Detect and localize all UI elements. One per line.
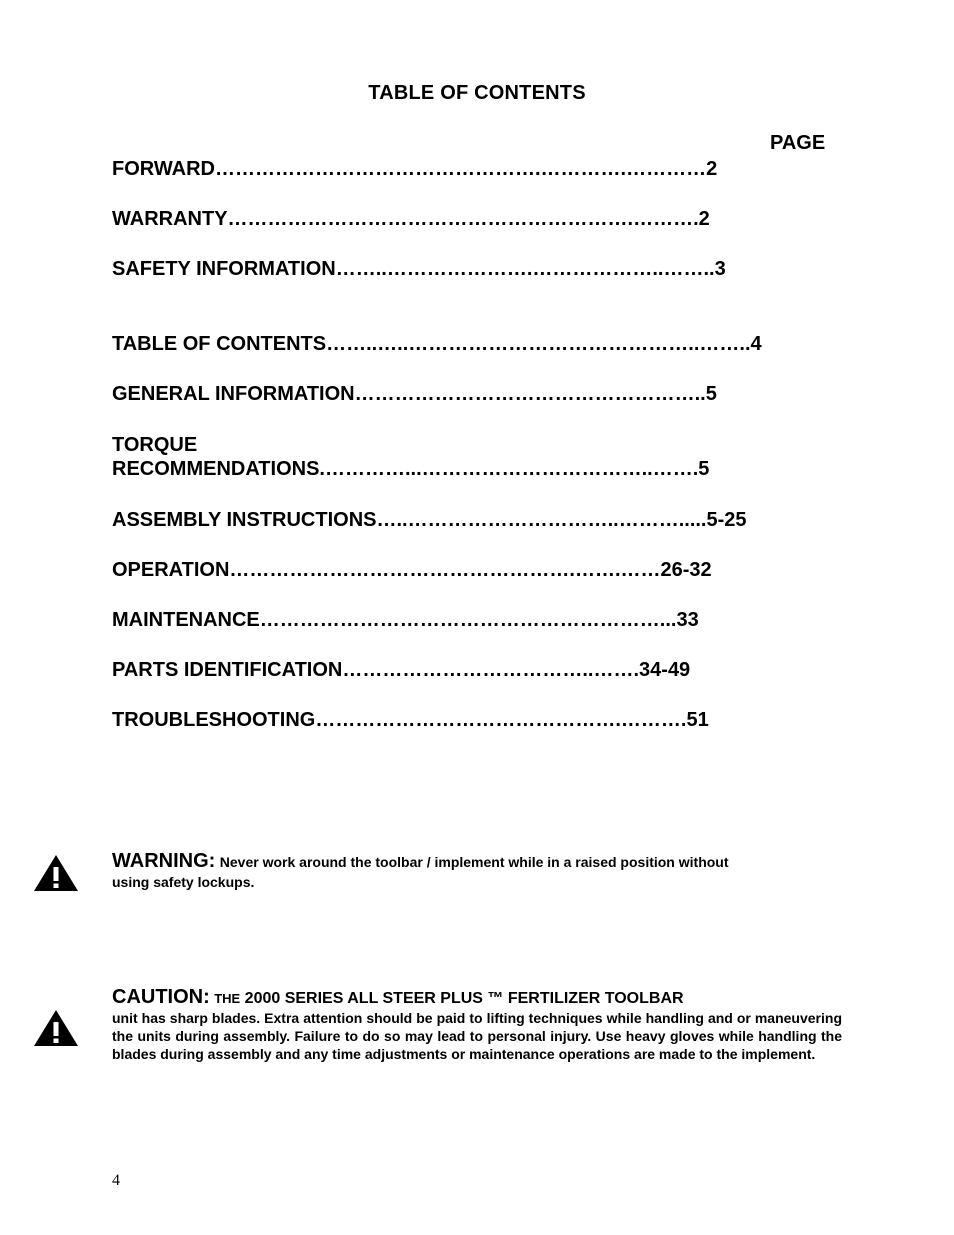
caution-body-text: unit has sharp blades. Extra attention should be paid to lifting techniques while handling and or maneuvering the units during assembly. Failure to do so may lead to personal injury. Use heavy gloves while handling the blades during assembly and any time adjustments or maintenance operations are made to the implement. <box>112 1010 842 1062</box>
caution-triangle-icon <box>32 1008 80 1048</box>
toc-entry-operation: OPERATION…………………………………………….…….……26-32 <box>112 559 712 581</box>
caution-heading: 2000 SERIES ALL STEER PLUS ™ FERTILIZER TOOLBAR <box>244 990 684 1007</box>
caution-label: CAUTION: <box>112 986 210 1008</box>
page-title: TABLE OF CONTENTS <box>368 82 586 104</box>
toc-entry-troubleshooting: TROUBLESHOOTING……………………………………….……….51 <box>112 709 709 731</box>
toc-entry-forward: FORWARD………………………………………….………….…………2 <box>112 158 718 180</box>
toc-entry-warranty: WARRANTY…………………………………………………….……….2 <box>112 208 710 230</box>
toc-entry-table-of-contents: TABLE OF CONTENTS……..…..……………………………………..……..4 <box>112 333 762 355</box>
warning-block <box>112 850 842 891</box>
toc-entry-torque-recommendations <box>112 433 709 481</box>
toc-entry-torque-line1: TORQUE <box>112 434 198 456</box>
caution-heading-the: THE <box>214 991 241 1006</box>
page-number: 4 <box>112 1172 120 1189</box>
caution-block <box>112 986 842 1063</box>
warning-text-line2: using safety lockups. <box>112 874 255 890</box>
toc-entry-maintenance: MAINTENANCE……………………………………………………...33 <box>112 609 699 631</box>
toc-entry-general-information: GENERAL INFORMATION……………………………………………..5 <box>112 383 717 405</box>
warning-triangle-icon <box>32 853 80 893</box>
toc-entry-assembly-instructions: ASSEMBLY INSTRUCTIONS…..…………………………..……….....5-25 <box>112 509 747 531</box>
warning-label: WARNING: <box>112 850 216 872</box>
warning-text-line1: Never work around the toolbar / implement while in a raised position without <box>219 854 729 870</box>
toc-entry-torque-line2: RECOMMENDATIONS.…………...……………………………..…….5 <box>112 458 710 480</box>
page-column-header: PAGE <box>770 132 826 154</box>
toc-entry-safety-information: SAFETY INFORMATION……..………………….………………..……..3 <box>112 258 726 280</box>
toc-entry-parts-identification: PARTS IDENTIFICATION………………………………..…….34-49 <box>112 659 691 681</box>
